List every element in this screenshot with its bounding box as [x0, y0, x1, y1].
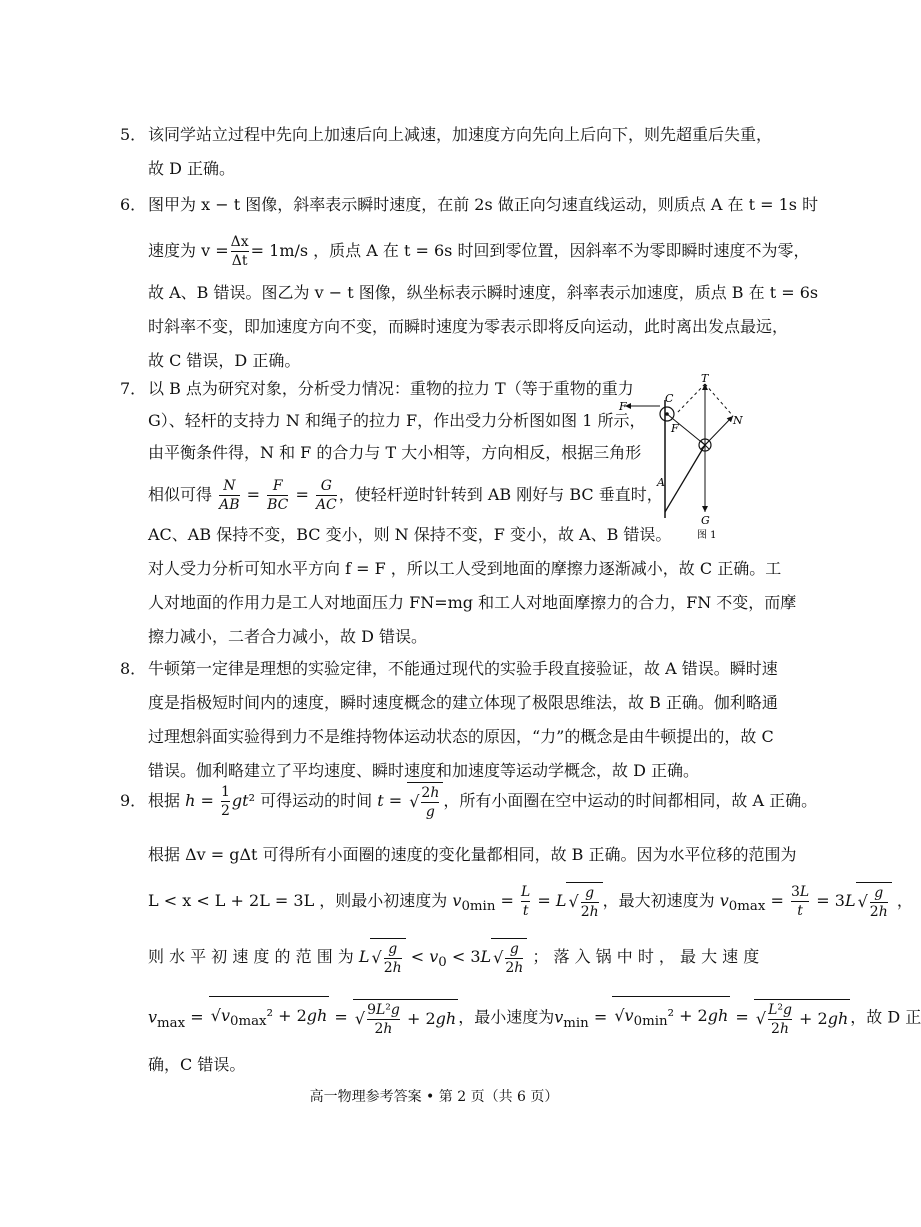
- answer-line: L < x < L + 2L = 3L ，则最小初速度为 $v_{0min}$ = $\frac{L}{t}$ = L √ $\frac{g}{2h}$ ，最大初速度为 $v_{0max}$ = $\frac{3L}{t}$ = 3L √ $\frac{g}{2h}$ ，: [148, 884, 913, 920]
- answer-line: 根据 Δv = gΔt 可得所有小面圈的速度的变化量都相同，故 B 正确。因为水平位移的范围为: [148, 845, 797, 864]
- answer-line: 以 B 点为研究对象，分析受力情况：重物的拉力 T（等于重物的重力: [148, 379, 634, 398]
- answer-line: 故 C 错误，D 正确。: [148, 351, 301, 370]
- question-number: 9．: [120, 791, 147, 810]
- label-f-left: F: [619, 400, 627, 413]
- sqrt-expression: √ $\frac{2h}{g}$: [407, 782, 443, 821]
- label-f-rope: F: [671, 422, 679, 435]
- answer-line: AC、AB 保持不变，BC 变小，则 N 保持不变，F 变小，故 A、B 错误。: [148, 525, 672, 544]
- label-g: G: [701, 514, 710, 527]
- answer-line: $v_{max} = √v_{0max}^2 + 2gh$ = √ $\frac{\text{9L²g}}{2h}$ + 2gh ，最小速度为$v_{min} = √v_{0min}^2 + 2gh$ = √ $\frac{\text{L²g}}{2h}$ + 2gh ，故 D 正: [148, 996, 921, 1042]
- answer-line: 过理想斜面实验得到力不是维持物体运动状态的原因，“力”的概念是由牛顿提出的，故 C: [148, 727, 774, 746]
- answer-line: 错误。伽利略建立了平均速度、瞬时速度和加速度等运动学概念，故 D 正确。: [148, 761, 700, 780]
- fraction: $\frac{G}{AC}$: [315, 478, 337, 513]
- question-number: 7．: [120, 379, 147, 398]
- answer-line: 擦力减小，二者合力减小，故 D 错误。: [148, 627, 428, 646]
- answer-line: 该同学站立过程中先向上加速后向上减速，加速度方向先向上后向下，则先超重后失重，: [148, 125, 773, 144]
- answer-line: 则 水 平 初 速 度 的 范 围 为 L √ $\frac{g}{2h}$ < $v_0 < 3L$ √ $\frac{g}{2h}$ ； 落 入 锅 中 时 ， 最 大 速 度: [148, 938, 759, 981]
- answer-line: 故 D 正确。: [148, 159, 236, 178]
- answer-line: G）、轻杆的支持力 N 和绳子的拉力 F，作出受力分析图如图 1 所示，: [148, 411, 646, 430]
- force-diagram-figure: [615, 370, 750, 542]
- answer-line: 对人受力分析可知水平方向 f = F ，所以工人受到地面的摩擦力逐渐减小，故 C 正确。工: [148, 559, 782, 578]
- label-t: T: [701, 372, 709, 385]
- fraction: $\frac{\Delta x}{\Delta t}$: [230, 234, 249, 269]
- answer-line: 速度为 v = $\frac{\Delta x}{\Delta t}$ = 1m/s ，质点 A 在 t = 6s 时回到零位置，因斜率不为零即瞬时速度不为零，: [148, 234, 810, 269]
- question-number: 5．: [120, 125, 147, 144]
- figure-caption: 图 1: [697, 530, 717, 541]
- answer-line: 人对地面的作用力是工人对地面压力 FN=mg 和工人对地面摩擦力的合力，FN 不变，而摩: [148, 593, 797, 612]
- rod-line: [665, 445, 705, 512]
- fraction: $\frac{1}{2}$: [221, 784, 230, 819]
- answer-line: 确，C 错误。: [148, 1055, 246, 1074]
- force-n-arrow: [705, 416, 733, 445]
- dashed-line: [677, 384, 705, 413]
- answer-line: 根据 h = $\frac{1}{2}$ gt² 可得运动的时间 t = √ $\frac{2h}{g}$ ，所有小面圈在空中运动的时间都相同，故 A 正确。: [148, 784, 818, 820]
- question-number: 8．: [120, 659, 147, 678]
- page-footer: 高一物理参考答案 • 第 2 页（共 6 页）: [309, 1089, 559, 1105]
- answer-line: 度是指极短时间内的速度，瞬时速度概念的建立体现了极限思维法，故 B 正确。伽利略通: [148, 693, 778, 712]
- label-a: A: [657, 476, 665, 489]
- fraction: $\frac{N}{AB}$: [219, 478, 240, 513]
- answer-line: 故 A、B 错误。图乙为 v − t 图像，纵坐标表示瞬时速度，斜率表示加速度，质点 B 在 t = 6s: [148, 283, 819, 302]
- answer-line: 时斜率不变，即加速度方向不变，而瞬时速度为零表示即将反向运动，此时离出发点最远，: [148, 317, 789, 336]
- label-n: N: [733, 414, 743, 427]
- answer-line: 牛顿第一定律是理想的实验定律，不能通过现代的实验手段直接验证，故 A 错误。瞬时速: [148, 659, 778, 678]
- label-c: C: [665, 392, 674, 405]
- fraction: $\frac{F}{BC}$: [267, 478, 289, 513]
- answer-line: 图甲为 x − t 图像，斜率表示瞬时速度，在前 2s 做正向匀速直线运动，则质点 A 在 t = 1s 时: [148, 195, 819, 214]
- question-number: 6．: [120, 195, 147, 214]
- answer-line: 相似可得 $\frac{N}{AB}$ = $\frac{F}{BC}$ = $\frac{G}{AC}$ ，使轻杆逆时针转到 AB 刚好与 BC 垂直时，: [148, 478, 663, 513]
- answer-line: 由平衡条件得，N 和 F 的合力与 T 大小相等，方向相反，根据三角形: [148, 443, 642, 462]
- dashed-line: [705, 384, 733, 416]
